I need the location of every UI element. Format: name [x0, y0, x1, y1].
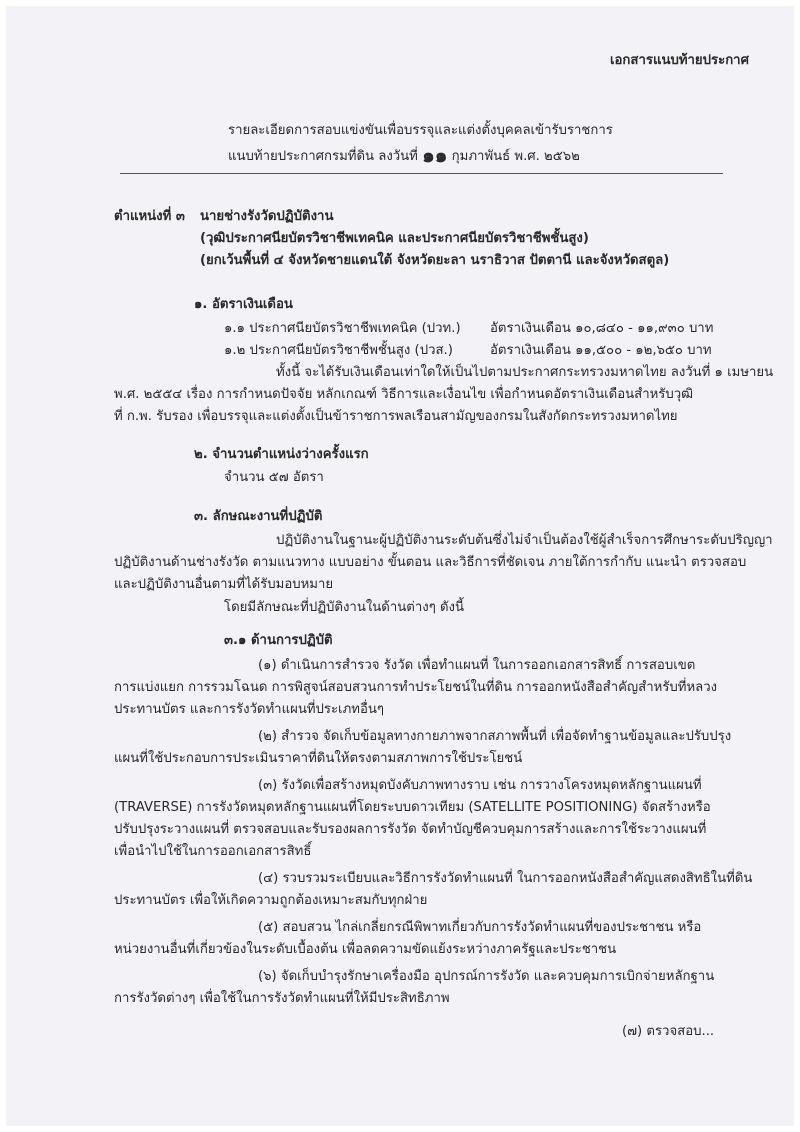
duty-item-line: (๖) จัดเก็บบำรุงรักษาเครื่องมือ อุปกรณ์การรังวัด และควบคุมการเบิกจ่ายหลักฐาน [258, 969, 715, 984]
title-prefix: แนบท้ายประกาศกรมที่ดิน ลงวันที่ [228, 149, 418, 164]
duty-lead: โดยมีลักษณะที่ปฏิบัติงานในด้านต่างๆ ดังนี้ [224, 600, 464, 615]
salary-note-line: ที่ ก.พ. รับรอง เพื่อบรรจุและแต่งตั้งเป็นข้าราชการพลเรือนสามัญของกรมในสังกัดกระทรวงมหาดไทย [114, 409, 678, 424]
duty-item-line: (๓) รังวัดเพื่อสร้างหมุดบังคับภาพทางราบ เช่น การวางโครงหมุดหลักฐานแผนที่ [258, 778, 702, 793]
title-line-2 [228, 143, 580, 167]
section-1-heading: ๑. อัตราเงินเดือน [194, 297, 293, 312]
duty-item-line: (๑) ดำเนินการสำรวจ รังวัด เพื่อทำแผนที่ ในการออกเอกสารสิทธิ์ การสอบเขต [258, 658, 696, 673]
salary-item-value: อัตราเงินเดือน ๑๐,๘๔๐ - ๑๑,๙๓๐ บาท [490, 321, 714, 336]
duty-item-line: (๕) สอบสวน ไกล่เกลี่ยกรณีพิพาทเกี่ยวกับการรังวัดทำแผนที่ของประชาชน หรือ [258, 920, 702, 935]
title-line-1: รายละเอียดการสอบแข่งขันเพื่อบรรจุและแต่งตั้งบุคคลเข้ารับราชการ [228, 123, 613, 138]
title-suffix: กุมภาพันธ์ พ.ศ. ๒๕๖๒ [451, 149, 580, 164]
duty-item-line: เพื่อนำไปใช้ในการออกเอกสารสิทธิ์ [114, 844, 312, 859]
attachment-label: เอกสารแนบท้ายประกาศ [610, 53, 749, 68]
salary-item-label: ๑.๑ ประกาศนียบัตรวิชาชีพเทคนิค (ปวท.) [224, 321, 461, 336]
duty-item-line: การรังวัดต่างๆ เพื่อใช้ในการรังวัดทำแผนที่ให้มีประสิทธิภาพ [114, 991, 450, 1006]
document-page [6, 6, 794, 1126]
salary-note-line: ทั้งนี้ จะได้รับเงินเดือนเท่าใดให้เป็นไปตามประกาศกระทรวงมหาดไทย ลงวันที่ ๑ เมษายน [276, 365, 774, 380]
duty-item-line: ประทานบัตร และการรังวัดทำแผนที่ประเภทอื่นๆ [114, 702, 384, 717]
duty-intro-line: ปฏิบัติงานด้านช่างรังวัด ตามแนวทาง แบบอย่าง ขั้นตอน และวิธีการที่ชัดเจน ภายใต้การกำกับ แนะนำ ตรวจสอบ [114, 555, 747, 570]
duty-intro-line: ปฏิบัติงานในฐานะผู้ปฏิบัติงานระดับต้นซึ่งไม่จำเป็นต้องใช้ผู้สำเร็จการศึกษาระดับปริญญา [276, 533, 773, 548]
duty-item-line: (๒) สำรวจ จัดเก็บข้อมูลทางกายภาพจากสภาพพื้นที่ เพื่อจัดทำฐานข้อมูลและปรับปรุง [258, 729, 732, 744]
duty-item-line: การแบ่งแยก การรวมโฉนด การพิสูจน์สอบสวนการทำประโยชน์ในที่ดิน การออกหนังสือสำคัญสำหรับที่หลวง [114, 680, 718, 695]
salary-note-line: พ.ศ. ๒๕๕๔ เรื่อง การกำหนดปัจจัย หลักเกณฑ์ วิธีการและเงื่อนไข เพื่อกำหนดอัตราเงินเดือนสำหรับวุฒิ [114, 387, 694, 402]
section-3-heading: ๓. ลักษณะงานที่ปฏิบัติ [194, 509, 323, 524]
position-exception: (ยกเว้นพื้นที่ ๔ จังหวัดชายแดนใต้ จังหวัดยะลา นราธิวาส ปัตตานี และจังหวัดสตูล) [200, 253, 670, 268]
duty-item-line: (๔) รวบรวมระเบียบและวิธีการรังวัดทำแผนที่ ในการออกหนังสือสำคัญแสดงสิทธิในที่ดิน [258, 871, 753, 886]
section-2-heading: ๒. จำนวนตำแหน่งว่างครั้งแรก [194, 447, 369, 462]
salary-item-label: ๑.๒ ประกาศนียบัตรวิชาชีพชั้นสูง (ปวส.) [224, 343, 453, 358]
salary-item-value: อัตราเงินเดือน ๑๑,๕๐๐ - ๑๒,๖๕๐ บาท [490, 343, 712, 358]
position-qualification: (วุฒิประกาศนียบัตรวิชาชีพเทคนิค และประกาศนียบัตรวิชาชีพชั้นสูง) [200, 231, 589, 246]
section-3-1-heading: ๓.๑ ด้านการปฏิบัติ [224, 633, 333, 648]
continuation-note: (๗) ตรวจสอบ... [622, 1024, 715, 1039]
header-divider [120, 173, 723, 174]
duty-item-line: ปรับปรุงระวางแผนที่ ตรวจสอบและรับรองผลการรังวัด จัดทำบัญชีควบคุมการสร้างและการใช้ระวางแผนที่ [114, 822, 707, 837]
position-label: ตำแหน่งที่ ๓ [114, 209, 185, 224]
vacancy-count: จำนวน ๕๗ อัตรา [224, 470, 324, 485]
title-day: ๑๑ [422, 143, 448, 167]
duty-item-line: แผนที่ใช้ประกอบการประเมินราคาที่ดินให้ตรงตามสภาพการใช้ประโยชน์ [114, 751, 523, 766]
duty-item-line: (TRAVERSE) การรังวัดหมุดหลักฐานแผนที่โดยระบบดาวเทียม (SATELLITE POSITIONING) จัดสร้างหรือ [114, 800, 711, 815]
duty-intro-line: และปฏิบัติงานอื่นตามที่ได้รับมอบหมาย [114, 577, 334, 592]
duty-item-line: ประทานบัตร เพื่อให้เกิดความถูกต้องเหมาะสมกับทุกฝ่าย [114, 893, 428, 908]
duty-item-line: หน่วยงานอื่นที่เกี่ยวข้องในระดับเบื้องต้น เพื่อลดความขัดแย้งระหว่างภาครัฐและประชาชน [114, 942, 617, 957]
position-name: นายช่างรังวัดปฏิบัติงาน [200, 209, 334, 224]
